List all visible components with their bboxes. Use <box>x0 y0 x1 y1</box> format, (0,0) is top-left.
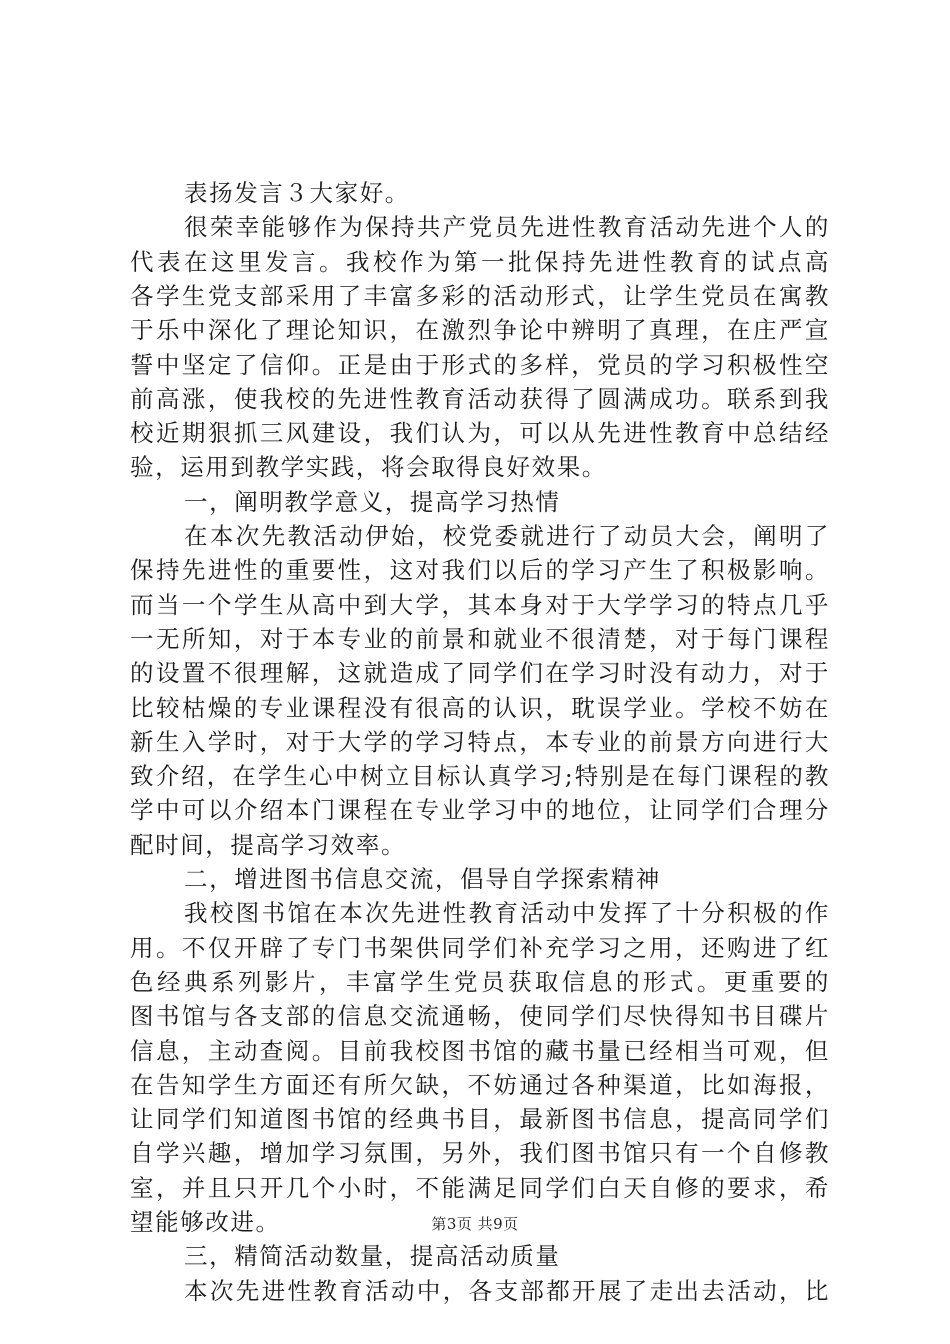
text-line: 比较枯燥的专业课程没有很高的认识，耽误学业。学校不妨在 <box>130 694 830 722</box>
text-line: 很荣幸能够作为保持共产党员先进性教育活动先进个人的 <box>184 213 830 241</box>
text-line: 而当一个学生从高中到大学，其本身对于大学学习的特点几乎 <box>130 591 830 619</box>
text-line: 图书馆与各支部的信息交流通畅，使同学们尽快得知书目碟片 <box>130 1002 830 1030</box>
text-line: 本次先进性教育活动中，各支部都开展了走出去活动，比 <box>184 1277 830 1305</box>
text-line: 信息，主动查阅。目前我校图书馆的藏书量已经相当可观，但 <box>130 1037 830 1065</box>
text-line: 我校图书馆在本次先进性教育活动中发挥了十分积极的作 <box>184 899 830 927</box>
text-line: 前高涨，使我校的先进性教育活动获得了圆满成功。联系到我 <box>130 385 830 413</box>
text-line: 学中可以介绍本门课程在专业学习中的地位，让同学们合理分 <box>130 796 830 824</box>
text-line: 誓中坚定了信仰。正是由于形式的多样，党员的学习积极性空 <box>130 351 830 379</box>
text-line: 保持先进性的重要性，这对我们以后的学习产生了积极影响。 <box>130 556 830 584</box>
text-line: 用。不仅开辟了专门书架供同学们补充学习之用，还购进了红 <box>130 934 830 962</box>
text-line: 在本次先教活动伊始，校党委就进行了动员大会，阐明了 <box>184 522 830 550</box>
text-line: 二，增进图书信息交流，倡导自学探索精神 <box>184 865 661 893</box>
text-line: 配时间，提高学习效率。 <box>130 831 407 859</box>
text-line: 自学兴趣，增加学习氛围，另外，我们图书馆只有一个自修教 <box>130 1139 830 1167</box>
text-line: 望能够改进。 <box>130 1208 281 1236</box>
text-line: 在告知学生方面还有所欠缺，不妨通过各种渠道，比如海报， <box>130 1071 830 1099</box>
text-line: 色经典系列影片，丰富学生党员获取信息的形式。更重要的 <box>130 968 830 996</box>
text-line: 代表在这里发言。我校作为第一批保持先进性教育的试点高 <box>130 248 830 276</box>
text-line: 新生入学时，对于大学的学习特点，本专业的前景方向进行大 <box>130 728 830 756</box>
text-line: 让同学们知道图书馆的经典书目，最新图书信息，提高同学们 <box>130 1105 830 1133</box>
text-line: 致介绍，在学生心中树立目标认真学习;特别是在每门课程的教 <box>130 762 830 790</box>
text-line: 一，阐明教学意义，提高学习热情 <box>184 488 561 516</box>
text-line: 室，并且只开几个小时，不能满足同学们白天自修的要求，希 <box>130 1174 830 1202</box>
text-line: 于乐中深化了理论知识，在激烈争论中辨明了真理，在庄严宣 <box>130 316 830 344</box>
text-line: 一无所知，对于本专业的前景和就业不很清楚，对于每门课程 <box>130 625 830 653</box>
text-line: 的设置不很理解，这就造成了同学们在学习时没有动力，对于 <box>130 659 830 687</box>
text-line: 各学生党支部采用了丰富多彩的活动形式，让学生党员在寓教 <box>130 282 830 310</box>
text-line: 验，运用到教学实践，将会取得良好效果。 <box>130 453 607 481</box>
text-line: 表扬发言３大家好。 <box>184 179 410 207</box>
text-line: 校近期狠抓三风建设，我们认为，可以从先进性教育中总结经 <box>130 419 830 447</box>
text-line: 三，精简活动数量，提高活动质量 <box>184 1242 561 1270</box>
page-footer: 第3页 共9页 <box>431 1215 519 1233</box>
